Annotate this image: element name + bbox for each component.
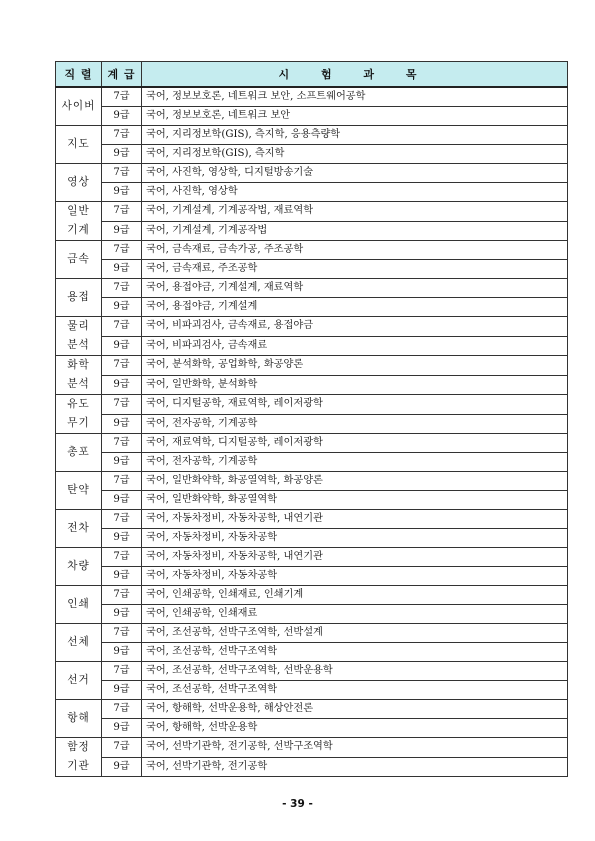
job-series-label: 선거 (67, 674, 90, 686)
job-series-label: 금속 (67, 253, 90, 265)
job-series-cell (56, 738, 102, 777)
subjects-cell: 국어, 디지털공학, 재료역학, 레이저광학 (142, 395, 568, 415)
grade-cell: 7급 (102, 164, 142, 183)
grade-cell: 7급 (102, 202, 142, 222)
job-series-cell (56, 164, 102, 202)
table-row (56, 529, 568, 548)
job-series-cell (56, 241, 102, 279)
header-job: 직 렬 (56, 62, 102, 88)
job-series-cell (56, 395, 102, 434)
table-row (56, 414, 568, 434)
table-row (56, 126, 568, 145)
subjects-cell: 국어, 정보보호론, 네트워크 보안 (142, 107, 568, 126)
grade-cell: 7급 (102, 662, 142, 681)
grade-cell: 9급 (102, 681, 142, 700)
subjects-cell: 국어, 용접야금, 기계설계, 재료역학 (142, 279, 568, 298)
subjects-cell: 국어, 항해학, 선박운용학 (142, 719, 568, 738)
grade-cell: 7급 (102, 126, 142, 145)
subjects-cell: 국어, 인쇄공학, 인쇄재료, 인쇄기계 (142, 586, 568, 605)
subjects-cell: 국어, 일반화약학, 화공열역학, 화공양론 (142, 472, 568, 491)
job-series-label: 탄약 (67, 484, 90, 496)
job-series-label: 물리 (67, 320, 90, 332)
grade-cell: 7급 (102, 241, 142, 260)
subjects-cell: 국어, 자동차정비, 자동차공학, 내연기관 (142, 548, 568, 567)
table-row (56, 298, 568, 317)
table-row (56, 279, 568, 298)
grade-cell: 7급 (102, 279, 142, 298)
subjects-cell: 국어, 금속재료, 금속가공, 주조공학 (142, 241, 568, 260)
job-series-cell (56, 662, 102, 700)
job-series-label: 선체 (67, 636, 90, 648)
job-series-label: 함정 (67, 741, 90, 753)
header-subjects: 시 험 과 목 (142, 62, 568, 88)
grade-cell: 9급 (102, 298, 142, 317)
job-series-label: 용접 (67, 291, 90, 303)
job-series-cell (56, 548, 102, 586)
subjects-cell: 국어, 비파괴검사, 금속재료, 용접야금 (142, 317, 568, 337)
subjects-cell: 국어, 자동차정비, 자동차공학, 내연기관 (142, 510, 568, 529)
subjects-cell: 국어, 선박기관학, 전기공학, 선박구조역학 (142, 738, 568, 758)
job-series-label: 항해 (67, 712, 90, 724)
table-row (56, 472, 568, 491)
table-row (56, 643, 568, 662)
table-row (56, 700, 568, 719)
grade-cell: 9급 (102, 491, 142, 510)
table-row (56, 453, 568, 472)
grade-cell: 9급 (102, 414, 142, 434)
subjects-cell: 국어, 전자공학, 기계공학 (142, 453, 568, 472)
grade-cell: 7급 (102, 738, 142, 758)
table-row (56, 375, 568, 395)
grade-cell: 7급 (102, 356, 142, 376)
job-series-cell (56, 317, 102, 356)
job-series-cell (56, 624, 102, 662)
subjects-cell: 국어, 사진학, 영상학, 디지털방송기술 (142, 164, 568, 183)
table-row (56, 145, 568, 164)
grade-cell: 7급 (102, 472, 142, 491)
subjects-cell: 국어, 선박기관학, 전기공학 (142, 757, 568, 777)
subjects-cell: 국어, 일반화약학, 화공열역학 (142, 491, 568, 510)
job-series-label: 영상 (67, 176, 90, 188)
subjects-cell: 국어, 재료역학, 디지털공학, 레이저광학 (142, 434, 568, 453)
subjects-cell: 국어, 용접야금, 기계설계 (142, 298, 568, 317)
table-row (56, 738, 568, 758)
table-row (56, 336, 568, 356)
subjects-cell: 국어, 기계설계, 기계공작법 (142, 221, 568, 241)
job-series-label: 일반 (67, 205, 90, 217)
table-body (56, 87, 568, 777)
job-series-label: 화학 (67, 359, 90, 371)
job-series-label: 총포 (67, 446, 90, 458)
grade-cell: 7급 (102, 510, 142, 529)
grade-cell: 9급 (102, 183, 142, 202)
job-series-cell (56, 510, 102, 548)
table-row (56, 681, 568, 700)
job-series-cell (56, 472, 102, 510)
table-row (56, 586, 568, 605)
subjects-cell: 국어, 분석화학, 공업화학, 화공양론 (142, 356, 568, 376)
job-series-label: 전차 (67, 522, 90, 534)
grade-cell: 7급 (102, 700, 142, 719)
header-grade: 계 급 (102, 62, 142, 88)
table-row (56, 624, 568, 643)
subjects-cell: 국어, 기계설계, 기계공작법, 재료역학 (142, 202, 568, 222)
grade-cell: 9급 (102, 107, 142, 126)
job-series-label: 차량 (67, 560, 90, 572)
table-row (56, 510, 568, 529)
subjects-cell: 국어, 인쇄공학, 인쇄재료 (142, 605, 568, 624)
table-row (56, 260, 568, 279)
grade-cell: 7급 (102, 395, 142, 415)
subjects-cell: 국어, 조선공학, 선박구조역학, 선박설계 (142, 624, 568, 643)
grade-cell: 9급 (102, 260, 142, 279)
job-series-cell (56, 202, 102, 241)
grade-cell: 9급 (102, 529, 142, 548)
grade-cell: 9급 (102, 719, 142, 738)
subjects-cell: 국어, 지리정보학(GIS), 측지학 (142, 145, 568, 164)
grade-cell: 7급 (102, 548, 142, 567)
grade-cell: 9급 (102, 605, 142, 624)
subjects-cell: 국어, 자동차정비, 자동차공학 (142, 529, 568, 548)
job-series-cell (56, 356, 102, 395)
job-series-label: 유도 (67, 398, 90, 410)
job-series-cell (56, 434, 102, 472)
grade-cell: 9급 (102, 221, 142, 241)
table-row (56, 107, 568, 126)
grade-cell: 7급 (102, 624, 142, 643)
job-series-label: 분석 (67, 378, 90, 390)
job-series-cell (56, 87, 102, 126)
subjects-cell: 국어, 항해학, 선박운용학, 해상안전론 (142, 700, 568, 719)
table-row (56, 548, 568, 567)
table-row (56, 757, 568, 777)
subjects-cell: 국어, 일반화학, 분석화학 (142, 375, 568, 395)
table-row (56, 491, 568, 510)
table-row (56, 221, 568, 241)
subjects-cell: 국어, 비파괴검사, 금속재료 (142, 336, 568, 356)
grade-cell: 7급 (102, 87, 142, 107)
grade-cell: 9급 (102, 643, 142, 662)
table-row (56, 356, 568, 376)
table-row (56, 317, 568, 337)
exam-subjects-table (55, 61, 568, 777)
grade-cell: 9급 (102, 757, 142, 777)
table-row (56, 202, 568, 222)
table-row (56, 183, 568, 202)
grade-cell: 9급 (102, 453, 142, 472)
job-series-cell (56, 279, 102, 317)
table-row (56, 241, 568, 260)
table-row (56, 567, 568, 586)
job-series-label: 기계 (67, 224, 90, 236)
table-row (56, 434, 568, 453)
grade-cell: 9급 (102, 145, 142, 164)
table-row (56, 719, 568, 738)
subjects-cell: 국어, 금속재료, 주조공학 (142, 260, 568, 279)
grade-cell: 7급 (102, 586, 142, 605)
job-series-label: 사이버 (61, 100, 96, 112)
table-row (56, 87, 568, 107)
job-series-cell (56, 700, 102, 738)
subjects-cell: 국어, 조선공학, 선박구조역학 (142, 643, 568, 662)
subjects-cell: 국어, 조선공학, 선박구조역학 (142, 681, 568, 700)
job-series-cell (56, 126, 102, 164)
job-series-label: 무기 (67, 417, 90, 429)
subjects-cell: 국어, 조선공학, 선박구조역학, 선박운용학 (142, 662, 568, 681)
subjects-cell: 국어, 전자공학, 기계공학 (142, 414, 568, 434)
job-series-label: 지도 (67, 138, 90, 150)
subjects-cell: 국어, 사진학, 영상학 (142, 183, 568, 202)
job-series-label: 기관 (67, 760, 90, 772)
table-header (56, 62, 568, 88)
page-number: - 39 - (282, 798, 313, 810)
job-series-label: 분석 (67, 339, 90, 351)
grade-cell: 9급 (102, 567, 142, 586)
table-row (56, 164, 568, 183)
table-row (56, 662, 568, 681)
grade-cell: 9급 (102, 375, 142, 395)
grade-cell: 9급 (102, 336, 142, 356)
grade-cell: 7급 (102, 317, 142, 337)
table-row (56, 395, 568, 415)
job-series-cell (56, 586, 102, 624)
subjects-cell: 국어, 자동차정비, 자동차공학 (142, 567, 568, 586)
table-row (56, 605, 568, 624)
job-series-label: 인쇄 (67, 598, 90, 610)
grade-cell: 7급 (102, 434, 142, 453)
subjects-cell: 국어, 지리정보학(GIS), 측지학, 응용측량학 (142, 126, 568, 145)
subjects-cell: 국어, 정보보호론, 네트워크 보안, 소프트웨어공학 (142, 87, 568, 107)
